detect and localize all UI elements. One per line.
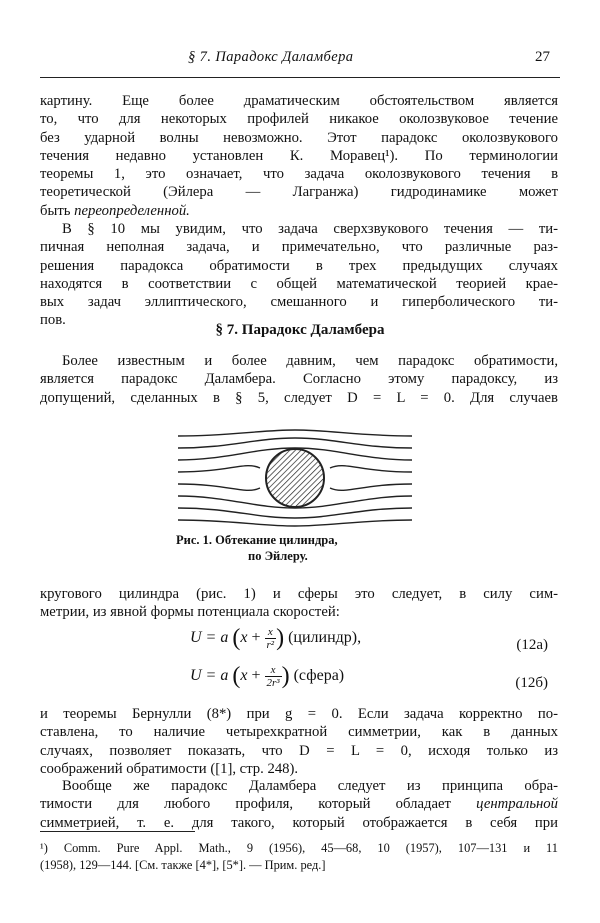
text-line (40, 795, 558, 813)
text-fragment: быть (40, 202, 75, 219)
text-line: находятся в соответствии с общей математической теорией крае- (40, 275, 558, 292)
text-line: является парадокс Даламбера. Согласно этому парадоксу, из (40, 371, 558, 388)
text-line: и теоремы Бернулли (8*) при g = 0. Если задача корректно по- (40, 706, 558, 722)
paragraph-3 (40, 352, 558, 407)
equation-label: (цилиндр), (288, 629, 362, 647)
page-number: 27 (535, 49, 550, 65)
figure-flow-around-cylinder (170, 428, 420, 528)
streamline (178, 484, 260, 490)
text-line: течения недавно установлен К. Моравец¹). По терминологии (40, 147, 558, 164)
fraction-denominator: r² (266, 639, 275, 651)
fraction-numerator: x (265, 664, 282, 677)
text-line: допущений, сделанных в § 5, следует D = L = 0. Для случаев (40, 389, 558, 406)
text-line: теоретической (Эйлера — Лагранжа) гидродинамике может (40, 184, 558, 201)
text-fragment: тимости для любого профиля, который обладает (40, 796, 477, 813)
footnote-line: (1958), 129—144. [См. также [4*], [5*]. — Прим. ред.] (40, 857, 326, 872)
text-line: соображений обратимости ([1], стр. 248). (40, 760, 299, 777)
streamline (330, 484, 412, 490)
caption-line: по Эйлеру. (248, 549, 308, 563)
fraction (265, 626, 277, 651)
streamline (178, 438, 412, 448)
footnote (40, 840, 558, 873)
streamline (178, 520, 412, 526)
text-line: случаях, позволяет показать, что D = L = 0, исходя только из (40, 742, 558, 759)
footnote-rule (40, 831, 195, 832)
header-rule (40, 77, 560, 78)
fraction-denominator: 2r³ (266, 677, 280, 689)
paragraph-2 (40, 220, 558, 330)
italic-term: центральной (476, 796, 558, 813)
equation-lhs: U = a (190, 667, 229, 685)
equation-lhs: U = a (190, 629, 229, 647)
text-line: то, что для некоторых профилей никакое околозвуковое течение (40, 111, 558, 128)
equation-var: x (240, 629, 248, 647)
streamline (330, 466, 412, 472)
paragraph-5 (40, 705, 558, 778)
paragraph-6 (40, 777, 558, 832)
equation-number: (12a) (516, 637, 548, 653)
text-line: Вообще же парадокс Даламбера следует из принципа обра- (62, 778, 558, 794)
equation-12a: U = a (x + $\frac{x}{\text{r²}}$ ) (цилиндр), (190, 625, 362, 651)
text-line: кругового цилиндра (рис. 1) и сферы это следует, в силу сим- (40, 586, 558, 602)
fraction-numerator: x (265, 626, 277, 639)
text-line: решения парадокса обратимости в трех предыдущих случаях (40, 257, 558, 274)
footnote-line: ¹) Comm. Pure Appl. Math., 9 (1956), 45—68, 10 (1957), 107—131 и 11 (40, 841, 558, 855)
text-line: вых задач эллиптического, смешанного и гиперболического ти- (40, 294, 558, 311)
section-heading: § 7. Парадокс Даламбера (215, 322, 385, 338)
text-line: ставлена, то наличие четырехкратной симметрии, как в данных (40, 724, 558, 741)
text-line: без ударной волны невозможно. Этот парадокс околозвукового (40, 129, 558, 146)
text-line (40, 202, 558, 220)
caption-line: Рис. 1. Обтекание цилиндра, (176, 533, 338, 547)
text-line: пов. (40, 312, 66, 329)
text-line: метрии, из явной формы потенциала скоростей: (40, 604, 340, 621)
equation-label: (сфера) (293, 667, 345, 685)
text-line: Более известным и более давним, чем парадокс обратимости, (62, 353, 558, 369)
text-line: симметрией, т. е. для такого, который отображается в себя при (40, 814, 558, 831)
equation-12b: U = a (x + $\frac{x}{\text{2r³}}$ ) (сфера) (190, 663, 345, 689)
text-line: В § 10 мы увидим, что задача сверхзвукового течения — ти- (62, 221, 558, 237)
cylinder (266, 449, 324, 507)
paragraph-4 (40, 585, 558, 622)
streamline (178, 466, 260, 472)
italic-term: переопределенной. (74, 202, 190, 219)
text-line: картину. Еще более драматическим обстоятельством является (40, 93, 558, 109)
text-line: теоремы 1, это означает, что задача околозвукового течения в (40, 166, 558, 183)
text-line: пичная неполная задача, и примечательно, что различные раз- (40, 239, 558, 256)
equation-number: (12б) (515, 675, 548, 691)
paragraph-1 (40, 92, 558, 220)
streamline (178, 430, 412, 436)
equation-var: x (240, 667, 248, 685)
figure-caption (176, 532, 338, 564)
fraction (265, 664, 282, 689)
streamline (178, 508, 412, 518)
running-head: § 7. Парадокс Даламбера (188, 49, 354, 65)
